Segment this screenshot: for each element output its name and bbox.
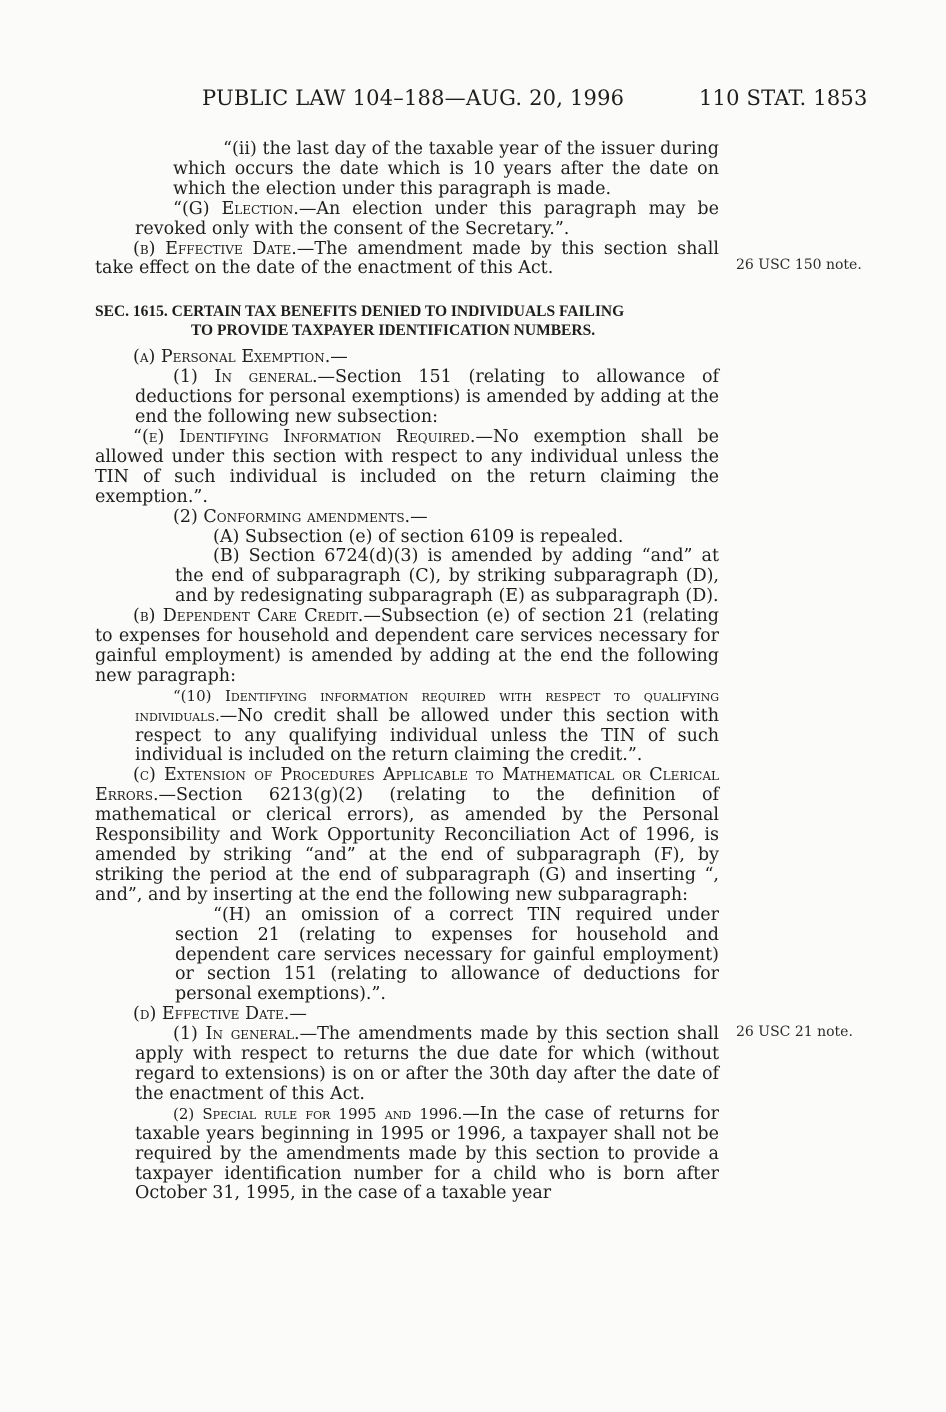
subpara-a: (A) Subsection (e) of section 6109 is repealed. bbox=[213, 526, 624, 547]
para-1-in-general-d: (1) In general.—The amendments made by this section shall apply with respect to returns the due date for which (without regard to extensions) is on or after the 30th day after the date of the enactment of this Act. bbox=[135, 1024, 719, 1104]
body-text bbox=[95, 140, 719, 1204]
para-1-in-general: (1) In general.—Section 151 (relating to allowance of deductions for personal exemptions) is amended by adding at the end the following new subsection: bbox=[135, 367, 719, 428]
subsec-b-dependent-care: (b) Dependent Care Credit.—Subsection (e) of section 21 (relating to expenses for household and dependent care services necessary for gainful employment) is amended by adding at the end the following new paragraph: bbox=[95, 606, 719, 686]
margin-note-21: 26 USC 21 note. bbox=[736, 1024, 853, 1040]
page-header-title: PUBLIC LAW 104–188—AUG. 20, 1996 bbox=[202, 86, 625, 110]
subsec-a-personal-exemption: (a) Personal Exemption.— bbox=[133, 347, 348, 368]
para-10-identifying: “(10) Identifying information required with respect to qualifying individuals.—No credit shall be allowed under this section with respect to any qualifying individual unless the TIN of such individual is included on the return claiming the credit.”. bbox=[135, 686, 719, 766]
section-heading: SEC. 1615. CERTAIN TAX BENEFITS DENIED TO INDIVIDUALS FAILING TO PROVIDE TAXPAYER IDENTIFICATION NUMBERS. bbox=[95, 303, 625, 339]
subpara-h: “(H) an omission of a correct TIN required under section 21 (relating to expenses for household and dependent care services necessary for gainful employment) or section 151 (relating to allowance of deductions for personal exemptions).”. bbox=[175, 904, 719, 1005]
subpara-g-election: “(G) Election.—An election under this paragraph may be revoked only with the consent of the Secretary.”. bbox=[135, 198, 719, 239]
subsec-d-effective-date: (d) Effective Date.— bbox=[133, 1004, 307, 1025]
page-header-stat: 110 STAT. 1853 bbox=[699, 86, 868, 110]
subpara-b: (B) Section 6724(d)(3) is amended by adding “and” at the end of subparagraph (C), by striking subparagraph (D), and by redesignating subparagraph (E) as subparagraph (D). bbox=[175, 546, 719, 607]
margin-note-150: 26 USC 150 note. bbox=[736, 257, 862, 273]
subsec-e-identifying-info: “(e) Identifying Information Required.—No exemption shall be allowed under this section with respect to any individual unless the TIN of such individual is included on the return claiming the exemption.”. bbox=[95, 426, 719, 507]
para-2-conforming: (2) Conforming amendments.— bbox=[173, 506, 428, 527]
subsec-c-extension: (c) Extension of Procedures Applicable to Mathematical or Clerical Errors.—Section 6213(g)(2) (relating to the definition of mathematical or clerical errors), as amended by the Personal Responsibility and Work Opportunity Reconciliation Act of 1996, is amended by striking “and” at the end of subparagraph (F), by striking the period at the end of subparagraph (G) and inserting “, and”, and by inserting at the end the following new subparagraph: bbox=[95, 765, 719, 905]
para-2-special-rule: (2) Special rule for 1995 and 1996.—In the case of returns for taxable years beginning in 1995 or 1996, a taxpayer shall not be required by the amendments made by this section to provide a taxpayer identification number for a child who is born after October 31, 1995, in the case of a taxable year bbox=[135, 1103, 719, 1204]
subsec-b-effective-date: (b) Effective Date.—The amendment made by this section shall take effect on the date of the enactment of this Act. bbox=[95, 238, 719, 279]
clause-ii: “(ii) the last day of the taxable year of the issuer during which occurs the date which is 10 years after the date on which the election under this paragraph is made. bbox=[173, 139, 719, 199]
